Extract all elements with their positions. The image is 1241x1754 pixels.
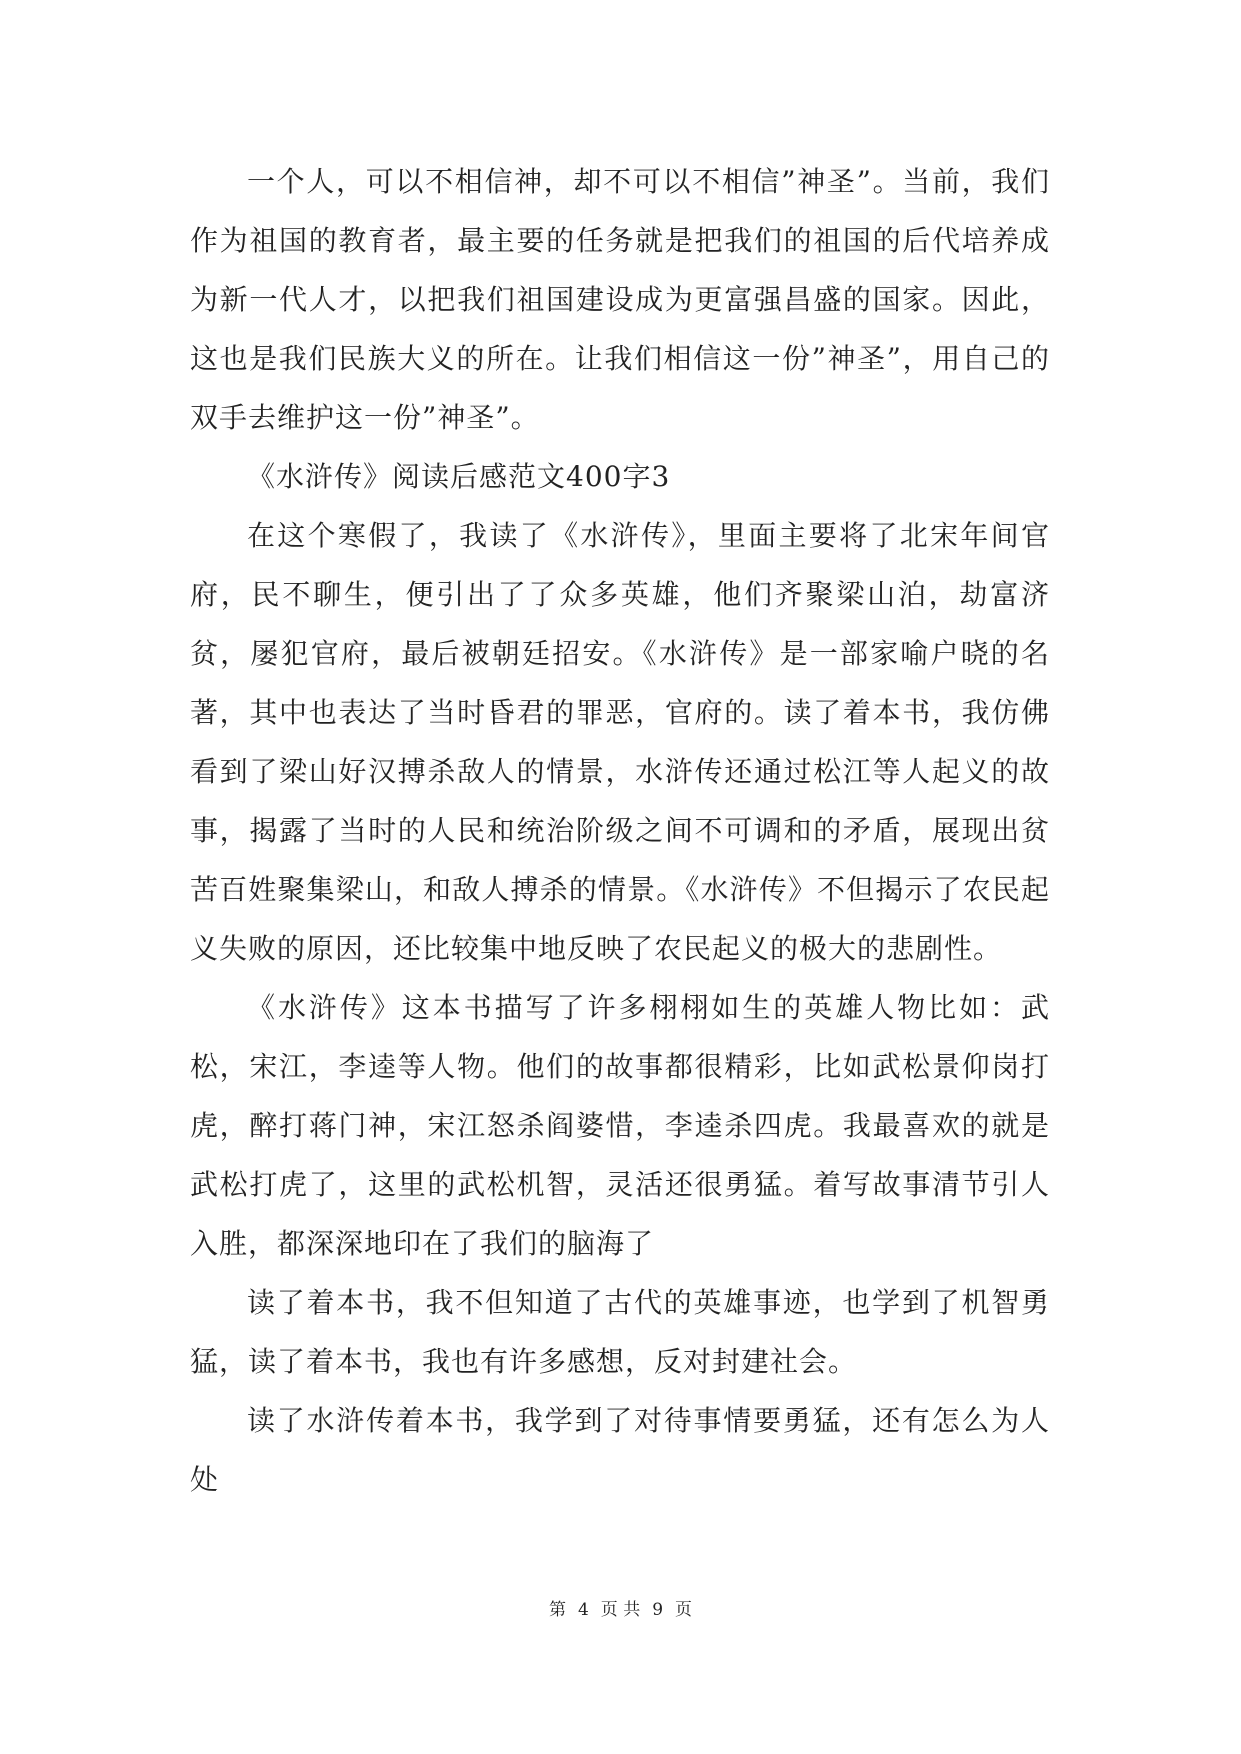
footer-prefix: 第 <box>548 1600 566 1620</box>
paragraph-1: 一个人，可以不相信神，却不可以不相信”神圣”。当前，我们作为祖国的教育者，最主要的任务就是把我们的祖国的后代培养成为新一代人才，以把我们祖国建设成为更富强昌盛的国家。因此，这也是我们民族大义的所在。让我们相信这一份”神圣”，用自己的双手去维护这一份”神圣”。 <box>190 165 1050 434</box>
page-footer <box>0 1598 1241 1622</box>
paragraph-3: 《水浒传》这本书描写了许多栩栩如生的英雄人物比如：武松，宋江，李逵等人物。他们的故事都很精彩，比如武松景仰岗打虎，醉打蒋门神，宋江怒杀阎婆惜，李逵杀四虎。我最喜欢的就是武松打虎了，这里的武松机智，灵活还很勇猛。着写故事清节引人入胜，都深深地印在了我们的脑海了 <box>190 991 1050 1260</box>
footer-page-number: 4 <box>577 1600 589 1620</box>
footer-suffix: 页 <box>675 1600 693 1620</box>
footer-total-pages: 9 <box>652 1600 664 1620</box>
footer-middle: 页 共 <box>600 1600 641 1620</box>
paragraph-2: 在这个寒假了，我读了《水浒传》，里面主要将了北宋年间官府，民不聊生，便引出了了众多英雄，他们齐聚梁山泊，劫富济贫，屡犯官府，最后被朝廷招安。《水浒传》是一部家喻户晓的名著，其中也表达了当时昏君的罪恶，官府的。读了着本书，我仿佛看到了梁山好汉搏杀敌人的情景，水浒传还通过松江等人起义的故事，揭露了当时的人民和统治阶级之间不可调和的矛盾，展现出贫苦百姓聚集梁山，和敌人搏杀的情景。《水浒传》不但揭示了农民起义失败的原因，还比较集中地反映了农民起义的极大的悲剧性。 <box>190 519 1050 965</box>
section-heading: 《水浒传》阅读后感范文400字3 <box>247 460 671 493</box>
paragraph-4: 读了着本书，我不但知道了古代的英雄事迹，也学到了机智勇猛，读了着本书，我也有许多感想，反对封建社会。 <box>190 1286 1050 1378</box>
paragraph-5: 读了水浒传着本书，我学到了对待事情要勇猛，还有怎么为人处 <box>190 1404 1050 1496</box>
document-body <box>190 152 1050 1509</box>
